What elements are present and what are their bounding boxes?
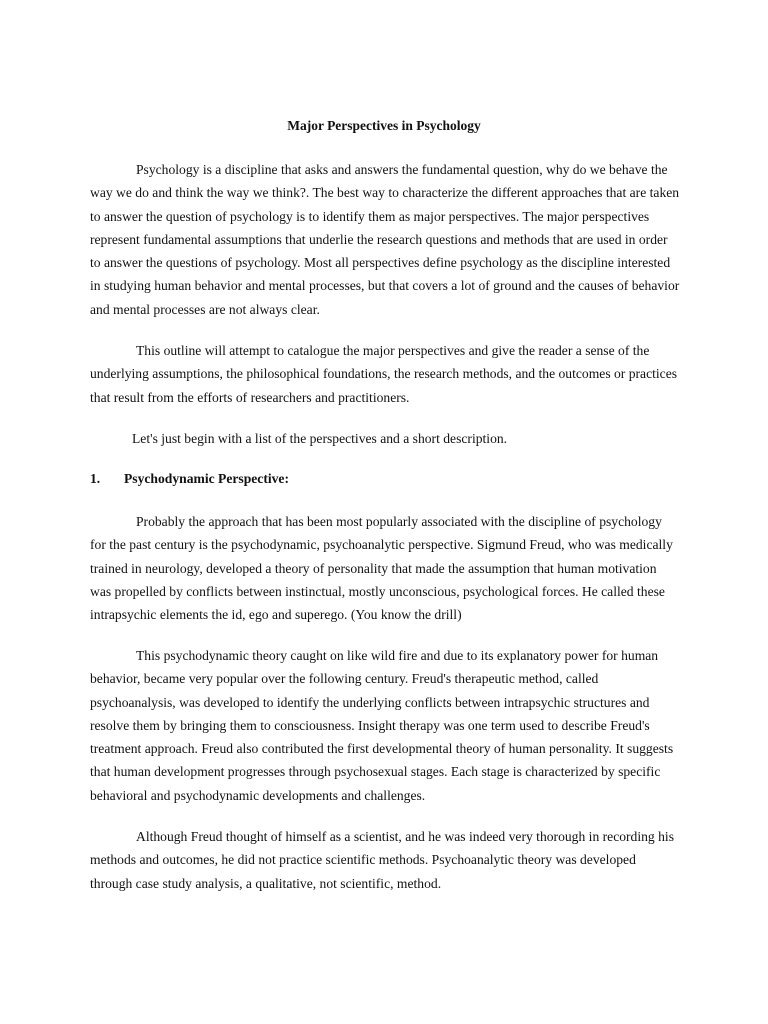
outline-paragraph: This outline will attempt to catalogue the major perspectives and give the reader a sense of the underlying assumptions, the philosophical foundations, the research methods, and the outcomes or practices that result from the efforts of researchers and practitioners. bbox=[90, 343, 678, 405]
intro-paragraph: Psychology is a discipline that asks and answers the fundamental question, why do we behave the way we do and think the way we think?. The best way to characterize the different approaches that are taken to answer the question of psychology is to identify them as major perspectives. The major perspectives represent fundamental assumptions that underlie the research questions and methods that are used in order to answer the questions of psychology. Most all perspectives define psychology as the discipline interested in studying human behavior and mental processes, but that covers a lot of ground and the causes of behavior and mental processes are not always clear. bbox=[90, 162, 680, 317]
psychodynamic-paragraph-1: Probably the approach that has been most popularly associated with the discipline of psychology for the past century is the psychodynamic, psychoanalytic perspective. Sigmund Freud, who was medically trained in neurology, developed a theory of personality that made the assumption that human motivation was propelled by conflicts between instinctual, mostly unconscious, psychological forces. He called these intrapsychic elements the id, ego and superego. (You know the drill) bbox=[90, 514, 673, 623]
section-heading-text: Psychodynamic Perspective: bbox=[124, 471, 289, 486]
section-number: 1. bbox=[90, 471, 101, 486]
list-intro-paragraph: Let's just begin with a list of the perspectives and a short description. bbox=[132, 431, 508, 446]
psychodynamic-paragraph-3: Although Freud thought of himself as a scientist, and he was indeed very thorough in recording his methods and outcomes, he did not practice scientific methods. Psychoanalytic theory was developed through case study analysis, a qualitative, not scientific, method. bbox=[90, 829, 674, 891]
section-heading bbox=[90, 469, 289, 489]
psychodynamic-paragraph-2: This psychodynamic theory caught on like wild fire and due to its explanatory power for human behavior, became very popular over the following century. Freud's therapeutic method, called psychoanalysis, was developed to identify the underlying conflicts between intrapsychic structures and resolve them by bringing them to consciousness. Insight therapy was one term used to describe Freud's treatment approach. Freud also contributed the first developmental theory of human personality. It suggests that human development progresses through psychosexual stages. Each stage is characterized by specific behavioral and psychodynamic developments and challenges. bbox=[90, 648, 674, 803]
document-title: Major Perspectives in Psychology bbox=[287, 118, 481, 133]
